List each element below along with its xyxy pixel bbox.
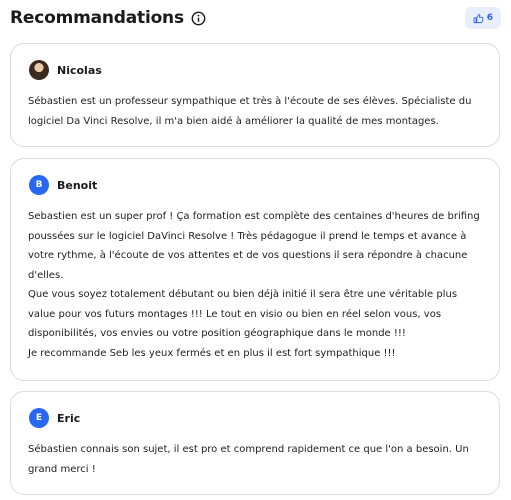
author-name: Nicolas (57, 63, 102, 77)
author-name: Eric (57, 411, 81, 425)
recommendation-author (29, 60, 102, 80)
thumbs-up-icon (473, 13, 484, 24)
recommendation-card (10, 158, 500, 381)
avatar: B (29, 175, 49, 195)
like-count: 6 (486, 13, 493, 23)
info-circle-icon[interactable] (191, 11, 206, 26)
avatar: E (29, 408, 49, 428)
recommendation-card (10, 391, 500, 495)
recommendation-text: Sébastien est un professeur sympathique et très à l'écoute de ses élèves. Spécialiste du logiciel Da Vinci Resolve, il m'a bien aidé à améliorer la qualité de mes montages. (28, 96, 472, 127)
recommendation-author (29, 175, 97, 195)
avatar (29, 60, 49, 80)
section-header (10, 6, 501, 30)
author-name: Benoit (57, 178, 98, 192)
recommendation-author (29, 408, 80, 428)
like-count-badge[interactable] (465, 7, 501, 29)
recommendation-text: Sebastien est un super prof ! Ça formation est complète des centaines d'heures de brifing poussées sur le logiciel DaVinci Resolve ! Très pédagogue il prend le temps et avance à votre rythme, à l'écoute de vos attentes et de vos questions il sera répondre à chacune d'elles. Que vous soyez totalement débutant ou bien déjà initié il sera être une véritable plus value pour vos futurs montages !!! Le tout en visio ou bien en réel selon vous, vos disponibilités, vos envies ou votre position géographique dans le monde !!! Je recommande Seb les yeux fermés et en plus il est fort sympathique !!! (28, 211, 480, 359)
recommendation-text: Sébastien connais son sujet, il est pro et comprend rapidement ce que l'on a besoin. Un grand merci ! (28, 444, 469, 475)
section-title: Recommandations (10, 8, 184, 28)
recommendation-card (10, 43, 500, 147)
